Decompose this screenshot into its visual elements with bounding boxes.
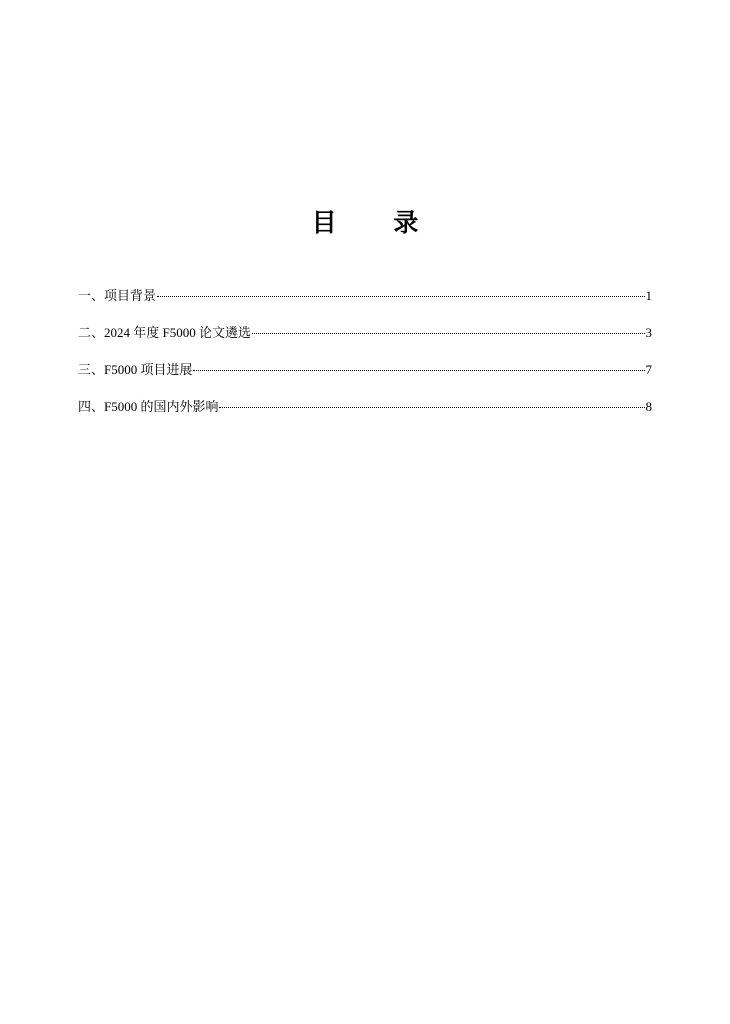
table-of-contents: [78, 286, 652, 434]
toc-entry-influence[interactable]: [78, 397, 652, 434]
dot-leader: [219, 407, 644, 408]
dot-leader: [252, 333, 645, 334]
toc-page-number: 1: [645, 288, 652, 303]
toc-entry-text: 一、项目背景: [78, 288, 157, 303]
toc-page-number: 3: [645, 325, 652, 340]
toc-entry-text: 四、F5000 的国内外影响: [78, 399, 219, 414]
dot-leader: [157, 296, 644, 297]
toc-page-number: 8: [645, 399, 652, 414]
toc-entry-project-progress[interactable]: [78, 360, 652, 397]
toc-title: 目 录: [311, 208, 443, 237]
toc-entry-paper-selection[interactable]: [78, 323, 652, 360]
toc-page-number: 7: [645, 362, 652, 377]
toc-entry-text: 二、2024 年度 F5000 论文遴选: [78, 325, 251, 340]
toc-entry-text: 三、F5000 项目进展: [78, 362, 193, 377]
toc-entry-project-background[interactable]: [78, 286, 652, 323]
dot-leader: [193, 370, 644, 371]
